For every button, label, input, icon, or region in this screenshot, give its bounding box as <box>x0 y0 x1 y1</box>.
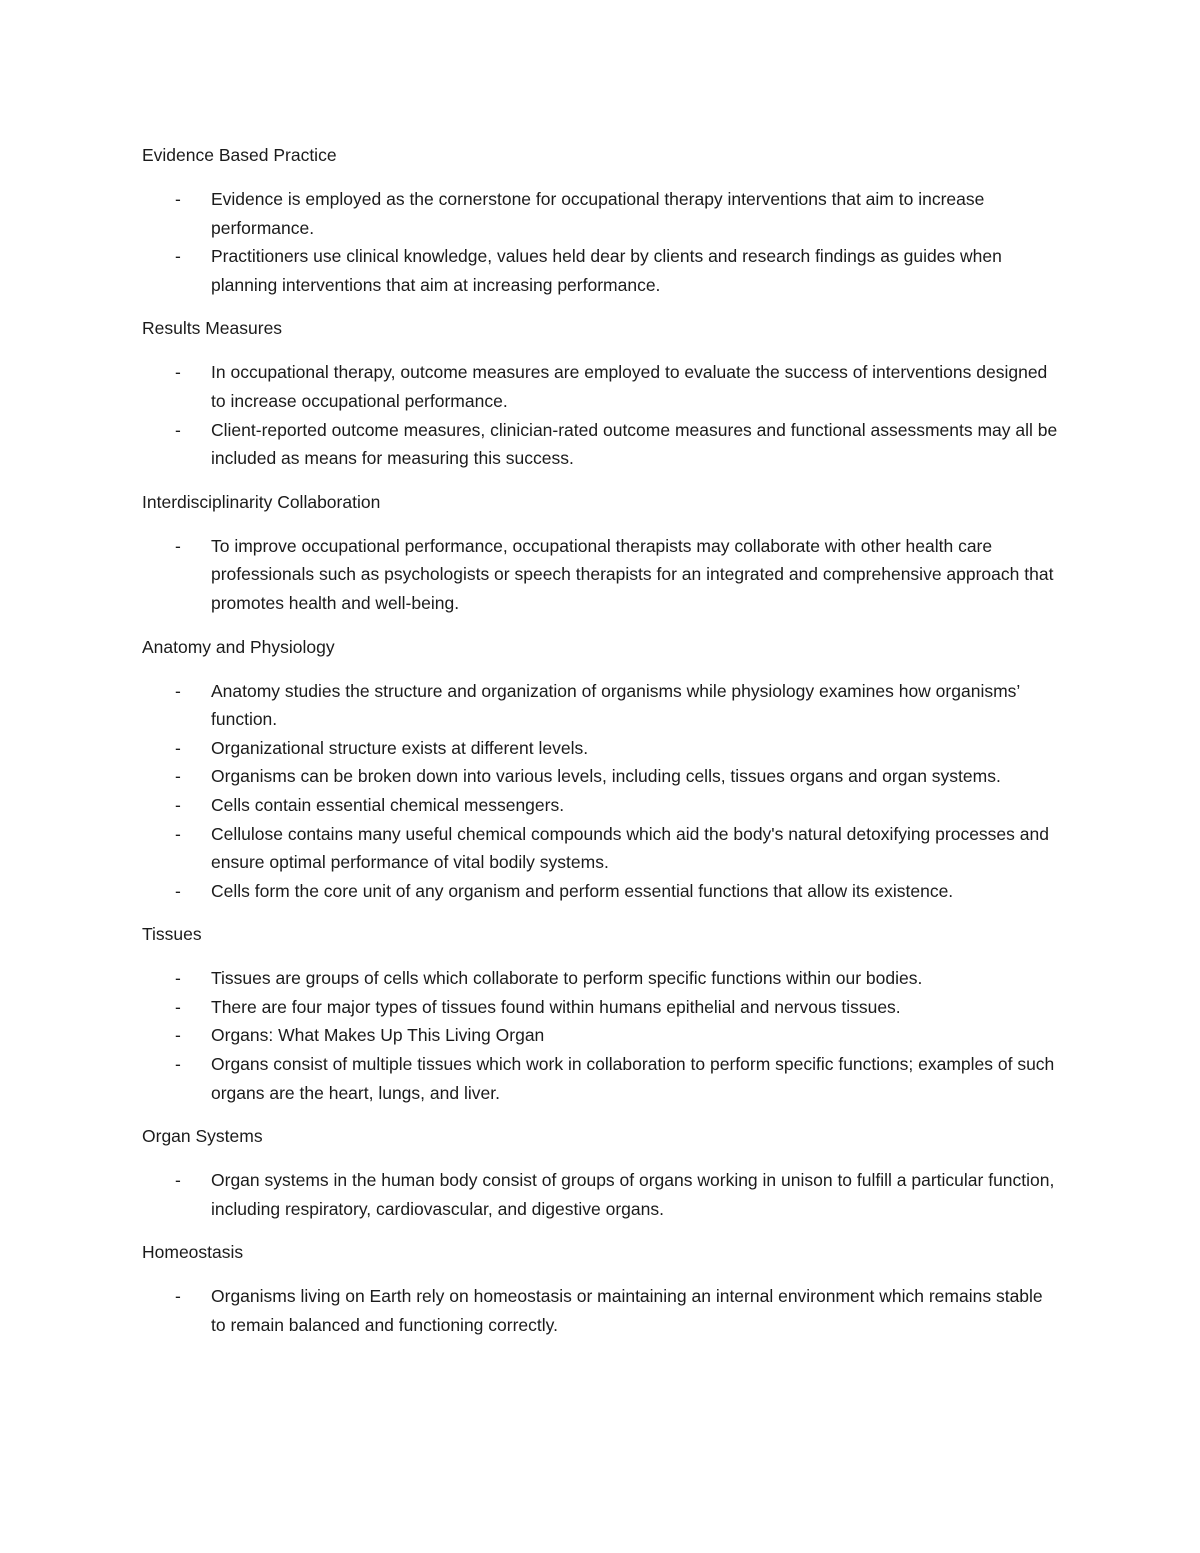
list-item <box>142 1282 1062 1339</box>
bullet-dash: - <box>175 535 181 556</box>
bullet-dash: - <box>175 766 181 787</box>
document-page <box>142 141 1062 1355</box>
section-heading: Anatomy and Physiology <box>142 636 335 657</box>
list-item-text: Organisms living on Earth rely on homeostasis or maintaining an internal environment which remains stable to remain balanced and functioning correctly. <box>211 1286 1043 1336</box>
list-item <box>142 762 1062 791</box>
section-evidence-based-practice <box>142 141 1062 299</box>
list-item-text: Organizational structure exists at different levels. <box>211 737 589 758</box>
list-item-text: In occupational therapy, outcome measures are employed to evaluate the success of interventions designed to increase occupational performance. <box>211 362 1048 411</box>
list-item-text: Cellulose contains many useful chemical compounds which aid the body's natural detoxifying processes and ensure optimal performance of vital bodily systems. <box>211 823 1049 873</box>
bullet-dash: - <box>175 968 181 989</box>
bullet-dash: - <box>175 1054 181 1075</box>
section-organ-systems <box>142 1122 1062 1223</box>
list-item <box>142 1050 1062 1107</box>
list-item-text: Organs: What Makes Up This Living Organ <box>211 1025 545 1046</box>
bullet-list <box>142 1166 1062 1223</box>
bullet-dash: - <box>175 1170 181 1191</box>
bullet-list <box>142 964 1062 1107</box>
list-item <box>142 677 1062 734</box>
bullet-list <box>142 1282 1062 1339</box>
list-item <box>142 1166 1062 1223</box>
section-anatomy-and-physiology <box>142 633 1062 906</box>
section-heading: Evidence Based Practice <box>142 145 337 165</box>
list-item-text: Client-reported outcome measures, clinician-rated outcome measures and functional assessments may all be included as means for measuring this success. <box>211 419 1058 469</box>
section-heading: Results Measures <box>142 318 283 339</box>
list-item <box>142 416 1062 473</box>
bullet-dash: - <box>175 996 181 1017</box>
list-item <box>142 993 1062 1022</box>
list-item <box>142 532 1062 618</box>
bullet-dash: - <box>175 680 181 701</box>
bullet-dash: - <box>175 823 181 844</box>
bullet-dash: - <box>175 246 181 267</box>
list-item <box>142 185 1062 242</box>
list-item <box>142 1021 1062 1050</box>
list-item-text: Practitioners use clinical knowledge, values held dear by clients and research findings as guides when planning interventions that aim at increasing performance. <box>211 246 1002 295</box>
section-results-measures <box>142 314 1062 472</box>
list-item-text: Anatomy studies the structure and organization of organisms while physiology examines how organisms’ function. <box>211 680 1020 730</box>
bullet-dash: - <box>175 1025 181 1046</box>
list-item-text: Organs consist of multiple tissues which work in collaboration to perform specific functions; examples of such organs are the heart, lungs, and liver. <box>211 1054 1055 1103</box>
bullet-dash: - <box>175 737 181 758</box>
bullet-dash: - <box>175 419 181 440</box>
list-item-text: Evidence is employed as the cornerstone for occupational therapy interventions that aim to increase performance. <box>211 189 985 238</box>
list-item-text: To improve occupational performance, occupational therapists may collaborate with other health care professionals such as psychologists or speech therapists for an integrated and comprehensive approach that promotes health and well-being. <box>211 535 1054 613</box>
list-item-text: Tissues are groups of cells which collaborate to perform specific functions within our bodies. <box>211 968 923 989</box>
section-homeostasis <box>142 1238 1062 1339</box>
section-heading: Interdisciplinarity Collaboration <box>142 491 381 512</box>
list-item-text: Organ systems in the human body consist of groups of organs working in unison to fulfill a particular function, including respiratory, cardiovascular, and digestive organs. <box>211 1170 1055 1219</box>
section-heading: Homeostasis <box>142 1242 244 1263</box>
bullet-dash: - <box>175 1286 181 1307</box>
list-item-text: Cells form the core unit of any organism and perform essential functions that allow its existence. <box>211 880 954 901</box>
list-item-text: Organisms can be broken down into various levels, including cells, tissues organs and organ systems. <box>211 766 1001 787</box>
list-item <box>142 734 1062 763</box>
section-tissues <box>142 920 1062 1107</box>
list-item <box>142 820 1062 877</box>
bullet-dash: - <box>175 189 181 209</box>
list-item-text: Cells contain essential chemical messengers. <box>211 794 565 815</box>
list-item-text: There are four major types of tissues found within humans epithelial and nervous tissues. <box>211 996 901 1017</box>
bullet-list <box>142 185 1062 299</box>
section-heading: Tissues <box>142 924 202 945</box>
bullet-list <box>142 677 1062 906</box>
bullet-dash: - <box>175 880 181 901</box>
list-item <box>142 791 1062 820</box>
bullet-dash: - <box>175 362 181 383</box>
list-item <box>142 358 1062 415</box>
bullet-dash: - <box>175 794 181 815</box>
bullet-list <box>142 358 1062 472</box>
list-item <box>142 877 1062 906</box>
list-item <box>142 242 1062 299</box>
bullet-list <box>142 532 1062 618</box>
section-heading: Organ Systems <box>142 1126 263 1147</box>
section-interdisciplinarity-collaboration <box>142 488 1062 618</box>
list-item <box>142 964 1062 993</box>
